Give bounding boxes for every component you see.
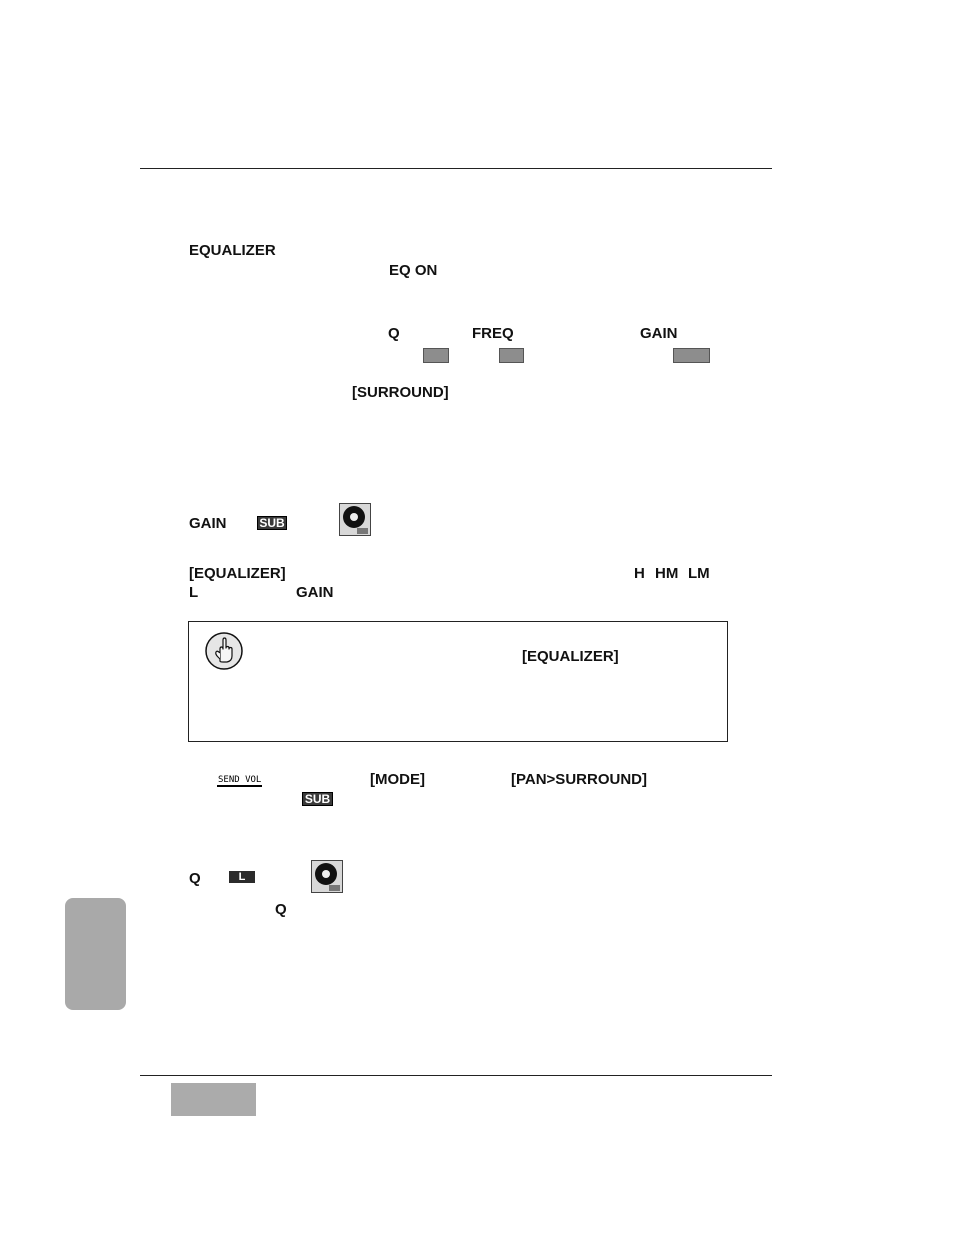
gain-label-2: GAIN — [296, 584, 334, 601]
sub-badge-2: SUB — [302, 792, 333, 806]
freq-display-block — [499, 348, 524, 363]
pointing-hand-icon — [204, 631, 244, 671]
knob-inner-2 — [322, 870, 330, 878]
footer-rule — [140, 1075, 772, 1076]
q-label: Q — [388, 325, 400, 342]
send-vol-badge: SEND VOL — [218, 775, 262, 785]
chapter-side-tab — [65, 898, 126, 1010]
equalizer-bracket-label: [EQUALIZER] — [189, 565, 286, 582]
page-number-tab — [171, 1083, 256, 1116]
gain-display-block — [673, 348, 710, 363]
band-hm-label: HM — [655, 565, 679, 582]
knob-outer-2 — [315, 863, 337, 885]
equalizer-label: EQUALIZER — [189, 242, 276, 259]
eq-on-label: EQ ON — [389, 262, 438, 279]
header-rule — [140, 168, 772, 169]
q-display-block — [423, 348, 449, 363]
pan-surround-label: [PAN>SURROUND] — [511, 771, 647, 788]
band-h-label: H — [634, 565, 645, 582]
band-l-label: L — [189, 584, 199, 601]
note-box — [188, 621, 728, 742]
gain-label: GAIN — [640, 325, 678, 342]
knob-icon — [339, 503, 371, 536]
note-equalizer-label: [EQUALIZER] — [522, 648, 619, 665]
l-badge: L — [229, 871, 255, 883]
knob-tag-2 — [329, 885, 340, 891]
band-lm-label: LM — [688, 565, 710, 582]
q-heading: Q — [189, 870, 201, 887]
sub-badge: SUB — [257, 516, 287, 530]
knob-inner — [350, 513, 358, 521]
knob-icon-2 — [311, 860, 343, 893]
knob-tag — [357, 528, 368, 534]
gain-heading: GAIN — [189, 515, 227, 532]
freq-label: FREQ — [472, 325, 514, 342]
mode-label: [MODE] — [370, 771, 425, 788]
q-label-2: Q — [275, 901, 287, 918]
knob-outer — [343, 506, 365, 528]
surround-label: [SURROUND] — [352, 384, 449, 401]
